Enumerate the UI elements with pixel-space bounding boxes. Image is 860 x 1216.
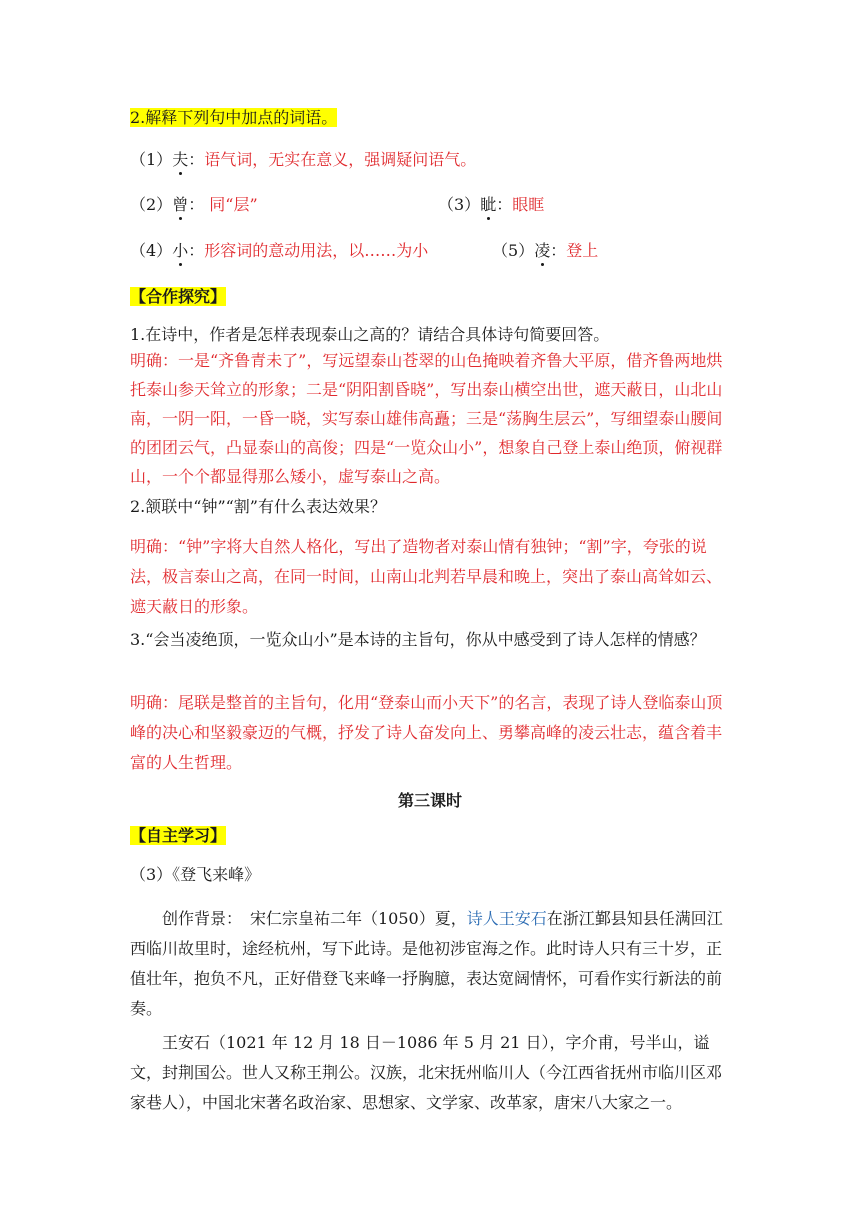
dotted-word: 夫 (172, 150, 189, 169)
lesson-3-title: 第三课时 (397, 791, 462, 810)
question-2-title: 2.解释下列句中加点的词语。 (130, 108, 338, 127)
poem-title: （3）《登飞来峰》 (130, 865, 261, 884)
answer-item-4: （4）小：形容词的意动用法，以……为小 (130, 241, 429, 260)
coop-question-3: 3.“会当凌绝顶，一览众山小”是本诗的主旨句，你从中感受到了诗人怎样的情感？ (130, 630, 706, 649)
dotted-word: 凌 (534, 241, 551, 260)
poet-link[interactable]: 诗人 (466, 909, 499, 928)
section-heading-cooperative: 【合作探究】 (130, 287, 227, 306)
dotted-word: 曾 (172, 195, 189, 214)
coop-question-1: 1.在诗中，作者是怎样表现泰山之高的？请结合具体诗句简要回答。 (130, 325, 610, 344)
coop-answer-3: 明确：尾联是整首的主旨句，化用“登泰山而小天下”的名言，表现了诗人登临泰山顶峰的决心和坚毅豪迈的气概，抒发了诗人奋发向上、勇攀高峰的凌云壮志，蕴含着丰富的人生哲理。 (130, 693, 723, 772)
creation-background: 创作背景： 宋仁宗皇祐二年（1050）夏，诗人王安石在浙江鄞县知县任满回江西临川故里时，途经杭州，写下此诗。是他初涉宦海之作。此时诗人只有三十岁，正值壮年，抱负不凡，正好借登飞来峰一抒胸臆，表达宽阔情怀，可看作实行新法的前奏。 (130, 909, 723, 1018)
coop-answer-2: 明确：“钟”字将大自然人格化，写出了造物者对泰山情有独钟；“割”字，夸张的说法，极言泰山之高，在同一时间，山南山北判若早晨和晚上，突出了泰山高耸如云、遮天蔽日的形象。 (130, 537, 723, 616)
coop-answer-1: 明确：一是“齐鲁青未了”，写远望泰山苍翠的山色掩映着齐鲁大平原，借齐鲁两地烘托泰山参天耸立的形象；二是“阴阳割昏晓”，写出泰山横空出世，遮天蔽日，山北山南，一阴一阳，一昏一晓，实写泰山雄伟高矗；三是“荡胸生层云”，写细望泰山腰间的团团云气，凸显泰山的高俊；四是“一览众山小”，想象自己登上泰山绝顶，俯视群山，一个个都显得那么矮小，虚写泰山之高。 (130, 351, 723, 486)
answer-item-5: （5）凌：登上 (492, 241, 599, 260)
section-heading-self-study: 【自主学习】 (130, 826, 227, 845)
answer-item-2: （2）曾： 同“层” (130, 195, 258, 214)
author-bio: 王安石（1021 年 12 月 18 日－1086 年 5 月 21 日），字介甫，号半山，谥文，封荆国公。世人又称王荆公。汉族，北宋抚州临川人（今江西省抚州市临川区邓家巷人），中国北宋著名政治家、思想家、文学家、改革家，唐宋八大家之一。 (130, 1033, 723, 1112)
dotted-word: 眦 (480, 195, 497, 214)
answer-item-1: （1）夫：语气词，无实在意义，强调疑问语气。 (130, 150, 477, 169)
coop-question-2: 2.颔联中“钟”“割”有什么表达效果？ (130, 497, 386, 516)
wang-anshi-link[interactable]: 王安石 (498, 909, 547, 928)
dotted-word: 小 (172, 241, 189, 260)
answer-item-3: （3）眦：眼眶 (438, 195, 545, 214)
